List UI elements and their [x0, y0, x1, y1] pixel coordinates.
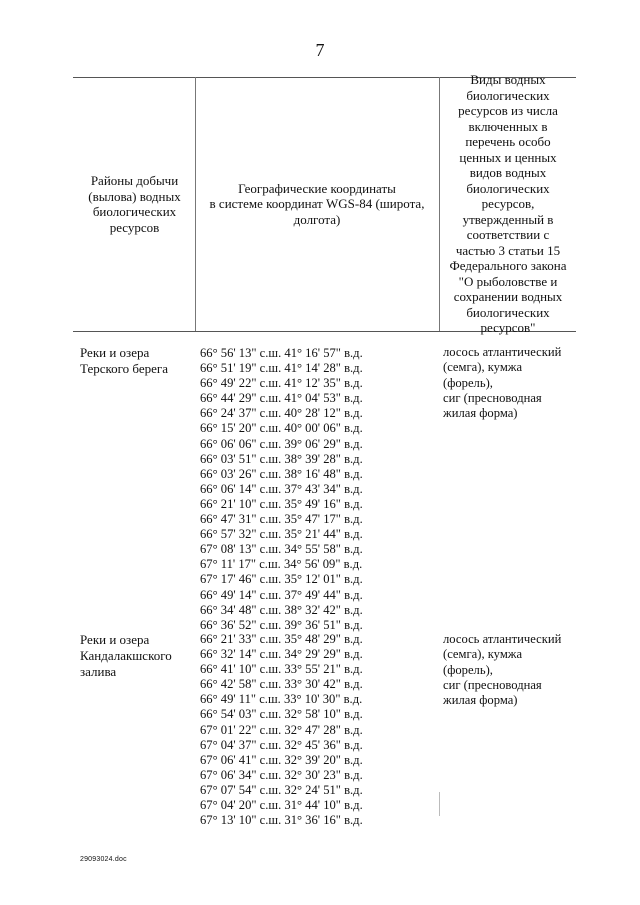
coordinate-point: 66° 41' 10" с.ш. 33° 55' 21" в.д.: [200, 662, 363, 677]
coordinate-point: 67° 17' 46" с.ш. 35° 12' 01" в.д.: [200, 572, 363, 587]
coordinate-point: 67° 06' 41" с.ш. 32° 39' 20" в.д.: [200, 752, 363, 767]
coordinates-list-terek-coast: [200, 346, 363, 633]
coordinate-point: 66° 54' 03" с.ш. 32° 58' 10" в.д.: [200, 707, 363, 722]
table-column-divider-2: [439, 77, 440, 331]
coordinate-point: 67° 06' 34" с.ш. 32° 30' 23" в.д.: [200, 767, 363, 782]
coordinate-point: 67° 13' 10" с.ш. 31° 36' 16" в.д.: [200, 813, 363, 828]
header-fishing-areas-label: Районы добычи (вылова) водных биологических ресурсов: [88, 173, 181, 235]
header-fishing-areas: [76, 78, 193, 330]
coordinate-point: 66° 49' 22" с.ш. 41° 12' 35" в.д.: [200, 376, 363, 391]
coordinate-point: 66° 42' 58" с.ш. 33° 30' 42" в.д.: [200, 677, 363, 692]
coordinate-point: 66° 06' 14" с.ш. 37° 43' 34" в.д.: [200, 481, 363, 496]
coordinate-point: 67° 11' 17" с.ш. 34° 56' 09" в.д.: [200, 557, 363, 572]
coordinate-point: 66° 47' 31" с.ш. 35° 47' 17" в.д.: [200, 512, 363, 527]
table-column-divider-1: [195, 77, 196, 331]
coordinate-point: 67° 04' 20" с.ш. 31° 44' 10" в.д.: [200, 798, 363, 813]
coordinate-point: 66° 57' 32" с.ш. 35° 21' 44" в.д.: [200, 527, 363, 542]
coordinate-point: 66° 44' 29" с.ш. 41° 04' 53" в.д.: [200, 391, 363, 406]
coordinate-point: 66° 21' 33" с.ш. 35° 48' 29" в.д.: [200, 632, 363, 646]
coordinate-point: 66° 03' 51" с.ш. 38° 39' 28" в.д.: [200, 451, 363, 466]
footer-file-name: 29093024.doc: [80, 856, 127, 863]
coordinate-point: 66° 34' 48" с.ш. 38° 32' 42" в.д.: [200, 602, 363, 617]
coordinate-point: 67° 01' 22" с.ш. 32° 47' 28" в.д.: [200, 722, 363, 737]
coordinate-point: 66° 06' 06" с.ш. 39° 06' 29" в.д.: [200, 436, 363, 451]
coordinate-point: 66° 49' 14" с.ш. 37° 49' 44" в.д.: [200, 587, 363, 602]
coordinate-point: 66° 36' 52" с.ш. 39° 36' 51" в.д.: [200, 617, 363, 632]
coordinate-point: 66° 03' 26" с.ш. 38° 16' 48" в.д.: [200, 466, 363, 481]
coordinate-point: 66° 32' 14" с.ш. 34° 29' 29" в.д.: [200, 647, 363, 662]
region-kandalaksha-bay: Реки и озера Кандалакшского залива: [80, 632, 172, 679]
coordinate-point: 66° 24' 37" с.ш. 40° 28' 12" в.д.: [200, 406, 363, 421]
coordinate-point: 66° 56' 13" с.ш. 41° 16' 57" в.д.: [200, 346, 363, 360]
coordinate-point: 66° 49' 11" с.ш. 33° 10' 30" в.д.: [200, 692, 363, 707]
header-species: [441, 72, 575, 336]
species-terek-coast: лосось атлантический (семга), кумжа (форель), сиг (пресноводная жилая форма): [443, 345, 562, 421]
header-species-label: Виды водных биологических ресурсов из числа включенных в перечень особо ценных и ценных видов водных биологических ресурсов, утвержденный в соответствии с частью 3 статьи 15 Федерального закона "О рыболовстве и сохранении водных биологических ресурсов": [449, 72, 567, 336]
header-coordinates: [197, 78, 437, 330]
species-kandalaksha-bay: лосось атлантический (семга), кумжа (форель), сиг (пресноводная жилая форма): [443, 632, 562, 708]
coordinate-point: 67° 04' 37" с.ш. 32° 45' 36" в.д.: [200, 737, 363, 752]
table-column-divider-2-lower: [439, 792, 440, 816]
coordinate-point: 66° 15' 20" с.ш. 40° 00' 06" в.д.: [200, 421, 363, 436]
coordinate-point: 67° 08' 13" с.ш. 34° 55' 58" в.д.: [200, 542, 363, 557]
header-coordinates-label: Географические координаты в системе координат WGS-84 (широта, долгота): [209, 180, 425, 227]
page-number: 7: [315, 40, 325, 60]
coordinates-list-kandalaksha-bay: [200, 632, 363, 828]
coordinate-point: 66° 51' 19" с.ш. 41° 14' 28" в.д.: [200, 361, 363, 376]
region-terek-coast: Реки и озера Терского берега: [80, 345, 168, 376]
coordinate-point: 66° 21' 10" с.ш. 35° 49' 16" в.д.: [200, 496, 363, 511]
coordinate-point: 67° 07' 54" с.ш. 32° 24' 51" в.д.: [200, 782, 363, 797]
